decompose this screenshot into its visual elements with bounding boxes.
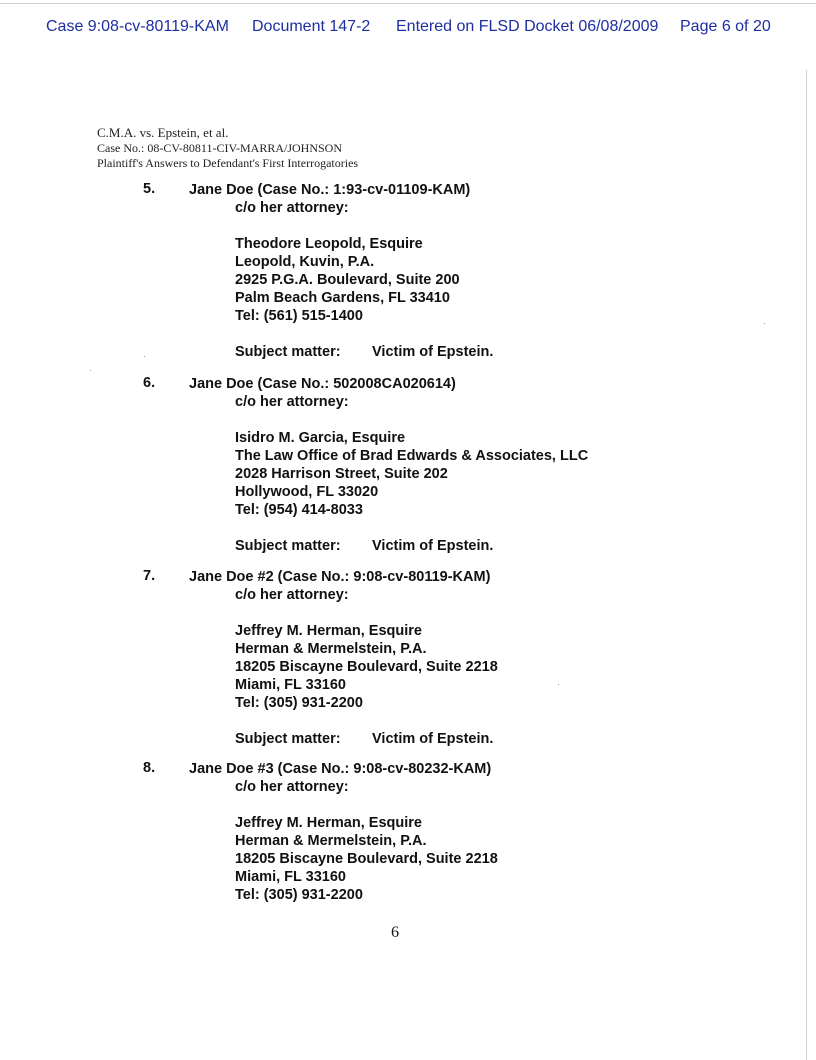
scan-speck bbox=[558, 684, 559, 685]
city-state-zip: Hollywood, FL 33020 bbox=[235, 484, 379, 500]
telephone: Tel: (305) 931-2200 bbox=[235, 887, 363, 903]
attorney-name: Jeffrey M. Herman, Esquire bbox=[235, 815, 422, 831]
law-firm: Herman & Mermelstein, P.A. bbox=[235, 641, 427, 657]
telephone: Tel: (561) 515-1400 bbox=[235, 308, 363, 324]
docket-header-stamp bbox=[46, 18, 772, 38]
street-address: 2925 P.G.A. Boulevard, Suite 200 bbox=[235, 272, 460, 288]
caption-document-title: Plaintiff's Answers to Defendant's First Interrogatories bbox=[97, 156, 359, 170]
subject-value: Victim of Epstein. bbox=[372, 731, 494, 747]
scan-speck bbox=[90, 370, 91, 371]
city-state-zip: Palm Beach Gardens, FL 33410 bbox=[235, 290, 450, 306]
attorney-name: Jeffrey M. Herman, Esquire bbox=[235, 623, 422, 639]
attorney-address bbox=[235, 429, 588, 519]
street-address: 2028 Harrison Street, Suite 202 bbox=[235, 466, 448, 482]
law-firm: The Law Office of Brad Edwards & Associates, LLC bbox=[235, 448, 589, 464]
right-scan-edge bbox=[806, 70, 807, 1060]
care-of-line: c/o her attorney: bbox=[235, 200, 349, 216]
street-address: 18205 Biscayne Boulevard, Suite 2218 bbox=[235, 659, 498, 675]
stamp-document-number: Document 147-2 bbox=[252, 18, 371, 35]
subject-value: Victim of Epstein. bbox=[372, 344, 494, 360]
care-of-line: c/o her attorney: bbox=[235, 779, 349, 795]
subject-matter bbox=[235, 537, 494, 555]
subject-label: Subject matter: bbox=[235, 731, 341, 747]
stamp-page-count: Page 6 of 20 bbox=[680, 18, 771, 35]
witness-number: 5. bbox=[143, 181, 156, 197]
witness-title: Jane Doe #3 (Case No.: 9:08-cv-80232-KAM) bbox=[189, 761, 492, 777]
attorney-name: Theodore Leopold, Esquire bbox=[235, 236, 423, 252]
caption-parties: C.M.A. vs. Epstein, et al. bbox=[97, 125, 229, 140]
law-firm: Herman & Mermelstein, P.A. bbox=[235, 833, 427, 849]
telephone: Tel: (305) 931-2200 bbox=[235, 695, 363, 711]
attorney-address bbox=[235, 622, 498, 712]
subject-matter bbox=[235, 730, 494, 748]
scan-speck bbox=[764, 323, 765, 324]
attorney-address bbox=[235, 235, 460, 325]
case-caption bbox=[97, 125, 358, 172]
witness-number: 6. bbox=[143, 375, 156, 391]
city-state-zip: Miami, FL 33160 bbox=[235, 677, 346, 693]
attorney-name: Isidro M. Garcia, Esquire bbox=[235, 430, 406, 446]
witness-number: 8. bbox=[143, 760, 156, 776]
city-state-zip: Miami, FL 33160 bbox=[235, 869, 346, 885]
care-of-line: c/o her attorney: bbox=[235, 587, 349, 603]
stamp-entered-date: Entered on FLSD Docket 06/08/2009 bbox=[396, 18, 659, 35]
witness-title: Jane Doe (Case No.: 502008CA020614) bbox=[189, 376, 456, 392]
top-border-line bbox=[0, 3, 816, 4]
subject-label: Subject matter: bbox=[235, 344, 341, 360]
attorney-address bbox=[235, 814, 498, 904]
subject-matter bbox=[235, 343, 494, 361]
street-address: 18205 Biscayne Boulevard, Suite 2218 bbox=[235, 851, 498, 867]
witness-number: 7. bbox=[143, 568, 156, 584]
telephone: Tel: (954) 414-8033 bbox=[235, 502, 363, 518]
witness-title: Jane Doe (Case No.: 1:93-cv-01109-KAM) bbox=[189, 182, 471, 198]
scan-speck bbox=[144, 356, 145, 357]
subject-label: Subject matter: bbox=[235, 538, 341, 554]
subject-value: Victim of Epstein. bbox=[372, 538, 494, 554]
stamp-case-number: Case 9:08-cv-80119-KAM bbox=[46, 18, 229, 35]
page-number: 6 bbox=[391, 924, 399, 941]
witness-title: Jane Doe #2 (Case No.: 9:08-cv-80119-KAM) bbox=[189, 569, 491, 585]
caption-case-number: Case No.: 08-CV-80811-CIV-MARRA/JOHNSON bbox=[97, 140, 343, 155]
law-firm: Leopold, Kuvin, P.A. bbox=[235, 254, 375, 270]
care-of-line: c/o her attorney: bbox=[235, 394, 349, 410]
